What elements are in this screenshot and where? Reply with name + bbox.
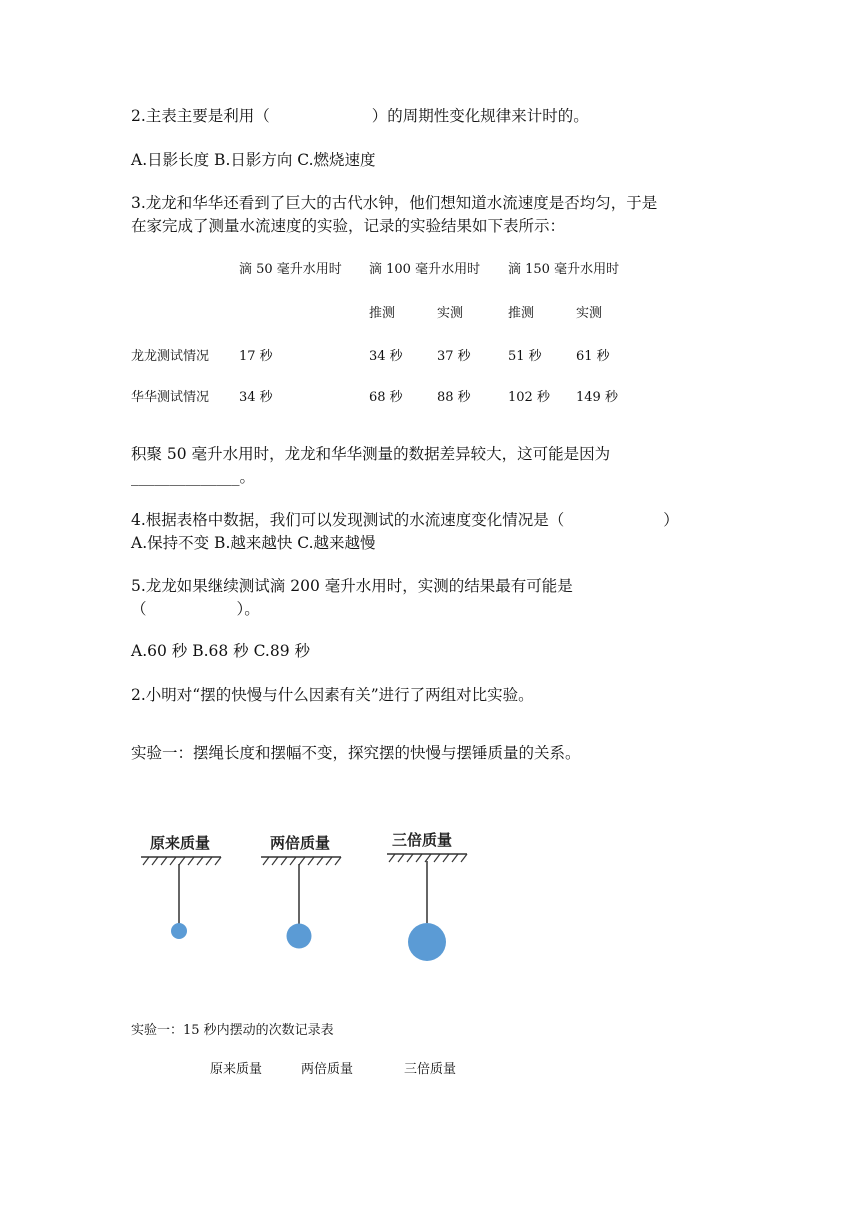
table1-header-100: 滴 100 毫升水用时 <box>369 262 481 277</box>
part2-title: 2.小明对“摆的快慢与什么因素有关”进行了两组对比实验。 <box>131 686 534 704</box>
table2-header-triple: 三倍质量 <box>404 1062 457 1077</box>
q4-stem-before: 4.根据表格中数据，我们可以发现测试的水流速度变化情况是（ <box>131 511 565 529</box>
table1-row-label: 龙龙测试情况 <box>131 349 210 364</box>
table2-header-double: 两倍质量 <box>301 1062 354 1077</box>
hatch-double <box>263 857 341 865</box>
pendulum-bob-original <box>171 923 187 939</box>
q4-options: A.保持不变 B.越来越快 C.越来越慢 <box>131 534 376 552</box>
table1-cell: 61 秒 <box>576 349 610 364</box>
table1-cell: 68 秒 <box>369 390 403 405</box>
table1-cell: 102 秒 <box>508 390 550 405</box>
pendulum-bob-triple <box>408 923 446 961</box>
q4-stem-after: ） <box>663 511 679 529</box>
pendulum-triple <box>387 831 467 961</box>
table1-cell: 88 秒 <box>437 390 471 405</box>
table1-subheader-estimate: 推测 <box>369 306 396 321</box>
q3b-answer-blank[interactable]: ______________。 <box>131 468 256 486</box>
q5-options: A.60 秒 B.68 秒 C.89 秒 <box>131 642 310 660</box>
q5-line1: 5.龙龙如果继续测试滴 200 毫升水用时，实测的结果最有可能是 <box>131 577 573 595</box>
table1-header-150: 滴 150 毫升水用时 <box>508 262 620 277</box>
table1-subheader-actual: 实测 <box>576 306 603 321</box>
hatch-triple <box>389 854 467 862</box>
pendulum-label-double: 两倍质量 <box>270 834 331 852</box>
table1-subheader-actual: 实测 <box>437 306 464 321</box>
table1-cell: 34 秒 <box>369 349 403 364</box>
hatch-original <box>143 857 221 865</box>
pendulum-original <box>141 834 221 939</box>
q2-stem-before: 2.主表主要是利用（ <box>131 107 270 125</box>
table2-header-original: 原来质量 <box>210 1062 263 1077</box>
q5-paren-open: （ <box>131 600 147 618</box>
pendulum-double <box>261 834 341 949</box>
pendulum-label-original: 原来质量 <box>150 834 211 852</box>
table1-header-50: 滴 50 毫升水用时 <box>239 262 342 277</box>
q2-stem-after: ）的周期性变化规律来计时的。 <box>371 107 589 125</box>
table1-cell: 34 秒 <box>239 390 273 405</box>
q5-paren-close: ）。 <box>236 600 260 618</box>
q3b-line1: 积聚 50 毫升水用时，龙龙和华华测量的数据差异较大，这可能是因为 <box>131 445 611 463</box>
table1-cell: 149 秒 <box>576 390 618 405</box>
experiment1-description: 实验一：摆绳长度和摆幅不变，探究摆的快慢与摆锤质量的关系。 <box>131 744 581 762</box>
q3-line2: 在家完成了测量水流速度的实验，记录的实验结果如下表所示： <box>131 217 566 235</box>
q2-options: A.日影长度 B.日影方向 C.燃烧速度 <box>131 151 376 169</box>
pendulum-label-triple: 三倍质量 <box>392 831 453 849</box>
table1-cell: 51 秒 <box>508 349 542 364</box>
q3-line1: 3.龙龙和华华还看到了巨大的古代水钟，他们想知道水流速度是否均匀，于是 <box>131 194 658 212</box>
table1-cell: 37 秒 <box>437 349 471 364</box>
pendulum-bob-double <box>287 924 312 949</box>
table1-subheader-estimate: 推测 <box>508 306 535 321</box>
table2-caption: 实验一：15 秒内摆动的次数记录表 <box>131 1023 334 1038</box>
table1-cell: 17 秒 <box>239 349 273 364</box>
table1-row-label: 华华测试情况 <box>131 390 210 405</box>
